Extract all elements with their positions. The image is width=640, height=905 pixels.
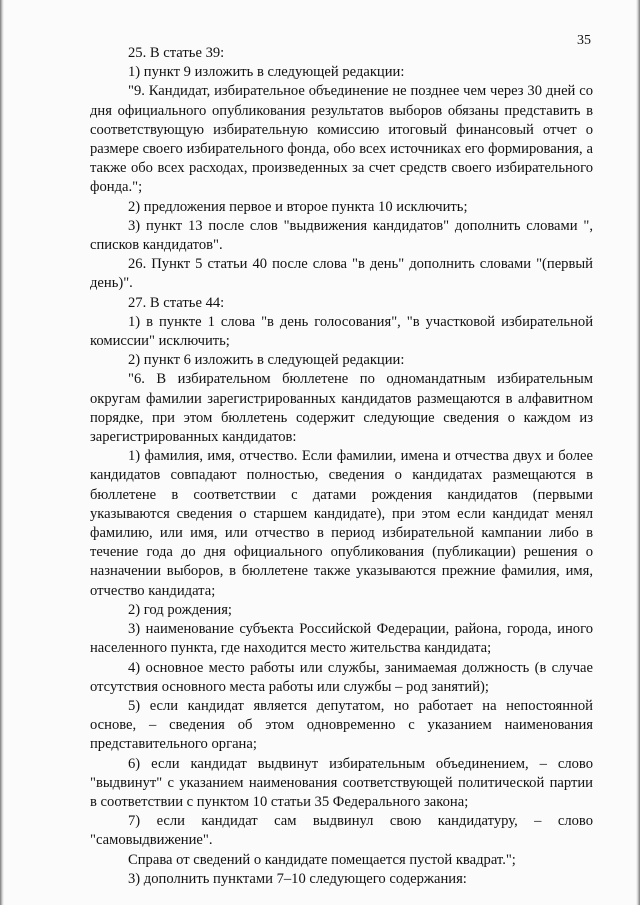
paragraph-quote-point-6: "6. В избирательном бюллетене по одномандатным избирательным округам фамилии зарегистрированных кандидатов размещаются в алфавитном порядке, при этом бюллетень содержит следующие сведения о каждом из зарегистрированных кандидатов: <box>90 371 593 446</box>
document-body <box>90 44 593 889</box>
paragraph-item-3-points-7-10: 3) дополнить пунктами 7–10 следующего содержания: <box>128 870 467 887</box>
paragraph-item-1-point-9: 1) пункт 9 изложить в следующей редакции: <box>128 64 405 81</box>
paragraph-subitem-4-workplace: 4) основное место работы или службы, занимаемая должность (в случае отсутствия основного места работы или службы – род занятий); <box>90 659 593 695</box>
scan-edge-right <box>636 0 640 905</box>
paragraph-subitem-5-deputy: 5) если кандидат является депутатом, но работает на непостоянной основе, – сведения об этом одновременно с указанием наименования представительного органа; <box>90 697 593 753</box>
paragraph-subitem-2-birth-year: 2) год рождения; <box>128 601 232 618</box>
page-number: 35 <box>577 33 591 48</box>
paragraph-article-25: 25. В статье 39: <box>128 45 225 61</box>
paragraph-subitem-6-nominated: 6) если кандидат выдвинут избирательным объединением, – слово "выдвинут" с указанием наименования соответствующей политической партии в соответствии с пунктом 10 статьи 35 Федерального закона; <box>90 755 593 810</box>
paragraph-subitem-7-self-nomination: 7) если кандидат сам выдвинул свою кандидатуру, – слово "самовыдвижение". <box>90 813 593 849</box>
paragraph-article-26: 26. Пункт 5 статьи 40 после слова "в день" дополнить словами "(первый день)". <box>90 256 593 292</box>
paragraph-subitem-3-region: 3) наименование субъекта Российской Федерации, района, города, иного населенного пункта, где находится место жительства кандидата; <box>90 621 593 657</box>
paragraph-item-1-point-1: 1) в пункте 1 слова "в день голосования", "в участковой избирательной комиссии" исключить; <box>90 313 593 350</box>
paragraph-article-27: 27. В статье 44: <box>128 294 225 311</box>
paragraph-empty-square: Справа от сведений о кандидате помещается пустой квадрат."; <box>128 851 516 868</box>
paragraph-subitem-1-name: 1) фамилия, имя, отчество. Если фамилии, имена и отчества двух и более кандидатов совпадают полностью, сведения о кандидатах размещаются в бюллетене в соответствии с датами рождения кандидатов (первыми указываются сведения о старшем кандидате), при этом если кандидат менял фамилию, или имя, или отчество в период избирательной кампании либо в течение года до дня официального опубликования (публикации) решения о назначении выборов, в бюллетене также указываются прежние фамилия, имя, отчество кандидата; <box>90 448 593 599</box>
paragraph-item-2-point-6: 2) пункт 6 изложить в следующей редакции: <box>128 352 405 369</box>
scan-edge-left <box>0 0 4 905</box>
paragraph-item-2-point-10: 2) предложения первое и второе пункта 10 исключить; <box>128 198 468 215</box>
paragraph-quote-point-9: "9. Кандидат, избирательное объединение не позднее чем через 30 дней со дня официального опубликования результатов выборов обязаны представить в соответствующую избирательную комиссию итоговый финансовый отчет о размере своего избирательного фонда, обо всех источниках его формирования, а также обо всех расходах, произведенных за счет средств своего избирательного фонда."; <box>90 83 593 196</box>
paragraph-item-3-point-13: 3) пункт 13 после слов "выдвижения кандидатов" дополнить словами ", списков кандидатов". <box>90 217 593 254</box>
